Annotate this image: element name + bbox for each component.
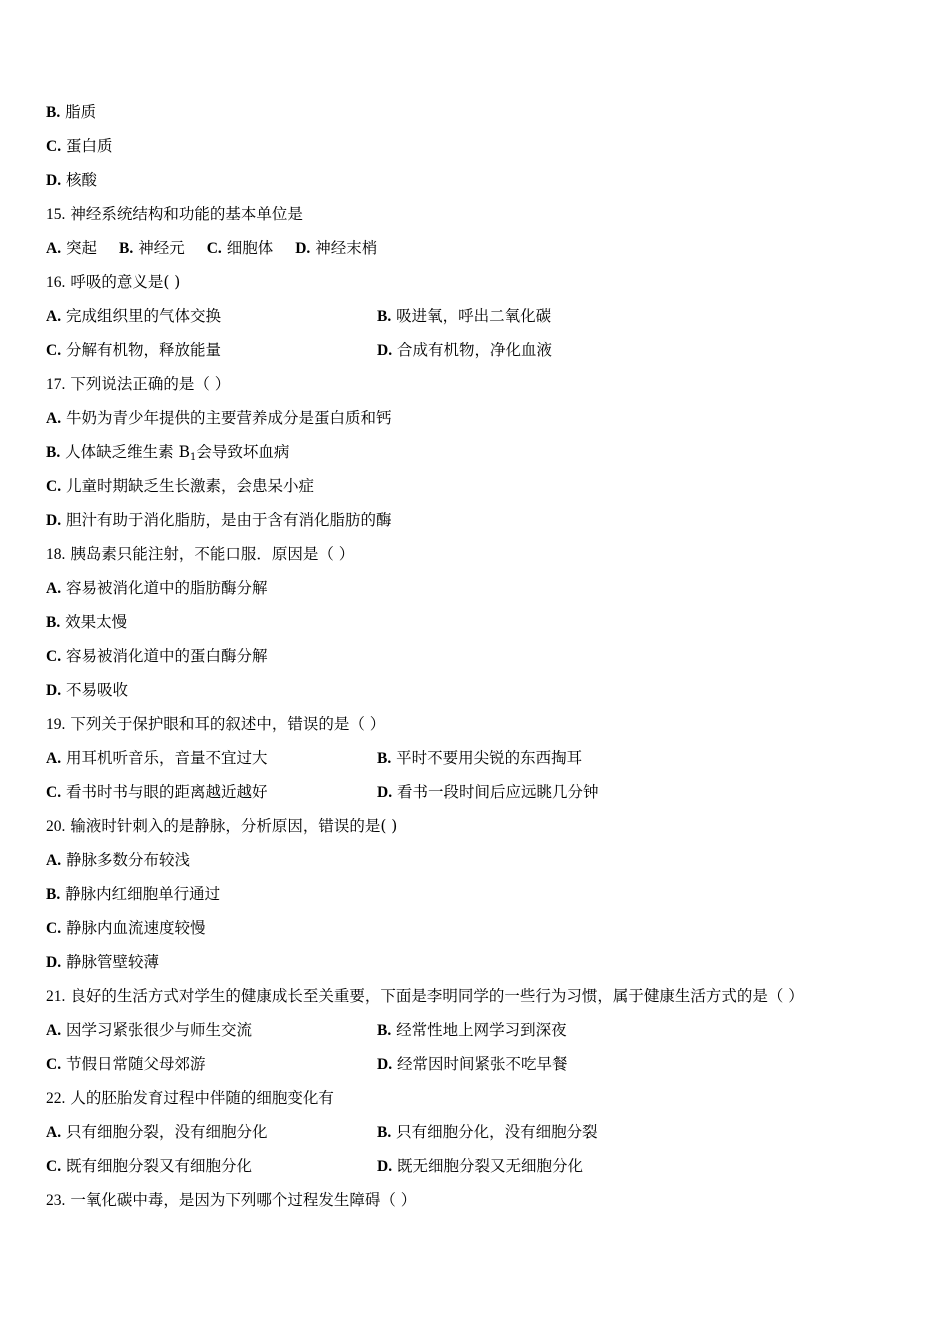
option-text: 分解有机物，释放能量 [66, 341, 222, 359]
question-text: 良好的生活方式对学生的健康成长至关重要，下面是李明同学的一些行为习惯，属于健康生活方式的是（ ） [70, 987, 804, 1005]
question-text: 一氧化碳中毒，是因为下列哪个过程发生障碍（ ） [70, 1191, 417, 1209]
option-text: 神经末梢 [315, 239, 378, 257]
question-stem [46, 367, 906, 401]
answer-option[interactable] [377, 299, 551, 334]
option-label: C. [46, 784, 62, 801]
question-stem [46, 809, 906, 843]
answer-option[interactable] [46, 673, 906, 707]
option-text: 儿童时期缺乏生长激素，会患呆小症 [66, 477, 315, 495]
option-label: D. [295, 240, 311, 257]
option-label: C. [46, 648, 62, 665]
answer-option[interactable] [46, 341, 221, 359]
option-text: 人体缺乏维生素 B [65, 443, 190, 461]
option-text: 静脉内血流速度较慢 [66, 919, 206, 937]
option-row [46, 299, 906, 333]
question-text: 下列关于保护眼和耳的叙述中，错误的是（ ） [70, 715, 386, 733]
answer-option[interactable] [46, 783, 268, 801]
option-text: 神经元 [138, 239, 185, 257]
option-text: 不易吸收 [66, 681, 129, 699]
option-row [46, 333, 906, 367]
question-number: 19. [46, 716, 66, 733]
option-label: D. [46, 172, 62, 189]
option-text: 细胞体 [226, 239, 274, 257]
question-number: 21. [46, 988, 66, 1005]
option-label: C. [46, 1056, 62, 1073]
question-number: 17. [46, 376, 66, 393]
option-label: D. [377, 342, 393, 359]
question-text: 输液时针刺入的是静脉，分析原因，错误的是( ) [70, 817, 398, 835]
option-label: D. [377, 1056, 393, 1073]
option-text: 既无细胞分裂又无细胞分化 [397, 1157, 584, 1175]
option-text: 容易被消化道中的蛋白酶分解 [66, 647, 268, 665]
answer-option[interactable] [46, 163, 906, 197]
option-label: B. [46, 886, 61, 903]
question-number: 20. [46, 818, 66, 835]
question-number: 16. [46, 274, 66, 291]
option-row [46, 741, 906, 775]
option-row [46, 231, 906, 265]
answer-option[interactable] [46, 307, 221, 325]
option-text: 静脉多数分布较浅 [66, 851, 191, 869]
answer-option[interactable] [46, 1157, 252, 1175]
option-label: D. [46, 682, 62, 699]
answer-option[interactable] [46, 911, 906, 945]
question-stem [46, 1183, 906, 1217]
answer-option[interactable] [46, 503, 906, 537]
option-label: A. [46, 852, 62, 869]
answer-option[interactable] [46, 1055, 206, 1073]
answer-option[interactable] [377, 333, 552, 368]
answer-option[interactable] [46, 877, 906, 911]
option-row [46, 1149, 906, 1183]
option-row [46, 1047, 906, 1081]
answer-option[interactable] [377, 1149, 583, 1184]
option-label: B. [46, 104, 61, 121]
option-label: A. [46, 240, 62, 257]
answer-option[interactable] [46, 605, 906, 639]
option-label: D. [377, 1158, 393, 1175]
option-label: A. [46, 1022, 62, 1039]
option-label: D. [46, 512, 62, 529]
answer-option[interactable] [377, 741, 582, 776]
answer-option[interactable] [295, 239, 377, 257]
option-text: 既有细胞分裂又有细胞分化 [66, 1157, 253, 1175]
question-text: 胰岛素只能注射，不能口服．原因是（ ） [70, 545, 355, 563]
question-text: 神经系统结构和功能的基本单位是 [70, 205, 303, 223]
option-text: 因学习紧张很少与师生交流 [66, 1021, 253, 1039]
option-text: 胆汁有助于消化脂肪，是由于含有消化脂肪的酶 [66, 511, 392, 529]
option-text: 合成有机物，净化血液 [397, 341, 553, 359]
answer-option[interactable] [377, 1115, 598, 1150]
option-label: B. [119, 240, 134, 257]
option-row [46, 1013, 906, 1047]
option-text: 静脉内红细胞单行通过 [65, 885, 221, 903]
option-text: 经常因时间紧张不吃早餐 [397, 1055, 568, 1073]
option-label: C. [46, 1158, 62, 1175]
option-text: 容易被消化道中的脂肪酶分解 [66, 579, 268, 597]
answer-option[interactable] [46, 1021, 252, 1039]
option-text: 只有细胞分裂，没有细胞分化 [66, 1123, 268, 1141]
question-number: 22. [46, 1090, 66, 1107]
option-label: A. [46, 410, 62, 427]
question-text: 人的胚胎发育过程中伴随的细胞变化有 [70, 1089, 334, 1107]
option-row [46, 1115, 906, 1149]
answer-option[interactable] [377, 1013, 567, 1048]
option-text: 看书一段时间后应远眺几分钟 [397, 783, 599, 801]
option-text: 平时不要用尖锐的东西掏耳 [396, 749, 583, 767]
option-label: A. [46, 1124, 62, 1141]
question-number: 23. [46, 1192, 66, 1209]
option-text: 静脉管壁较薄 [66, 953, 160, 971]
question-stem [46, 537, 906, 571]
option-text: 吸进氧，呼出二氧化碳 [396, 307, 552, 325]
option-label: B. [46, 614, 61, 631]
option-label: A. [46, 750, 62, 767]
option-label: C. [206, 240, 222, 257]
answer-option[interactable] [46, 749, 268, 767]
question-stem [46, 707, 906, 741]
question-number: 15. [46, 206, 66, 223]
option-label: D. [46, 954, 62, 971]
option-text: 突起 [66, 239, 98, 257]
question-text: 呼吸的意义是( ) [70, 273, 181, 291]
answer-option[interactable] [46, 843, 906, 877]
question-list [46, 95, 906, 1217]
answer-option[interactable] [46, 401, 906, 435]
answer-option[interactable] [46, 239, 97, 257]
answer-option[interactable] [46, 95, 906, 129]
answer-option[interactable] [377, 775, 599, 810]
answer-option[interactable] [207, 239, 274, 257]
option-text: 会导致坏血病 [196, 443, 290, 461]
option-label: C. [46, 138, 62, 155]
option-label: B. [377, 1124, 392, 1141]
option-text: 蛋白质 [66, 137, 113, 155]
question-stem [46, 979, 906, 1013]
option-text: 只有细胞分化，没有细胞分裂 [396, 1123, 598, 1141]
option-text: 看书时书与眼的距离越近越好 [66, 783, 268, 801]
answer-option[interactable] [119, 239, 185, 257]
option-text: 用耳机听音乐，音量不宜过大 [66, 749, 268, 767]
option-label: A. [46, 580, 62, 597]
answer-option[interactable] [46, 129, 906, 163]
option-label: A. [46, 308, 62, 325]
option-text: 核酸 [66, 171, 98, 189]
option-label: C. [46, 342, 62, 359]
option-label: B. [377, 750, 392, 767]
option-text: 脂质 [65, 103, 97, 121]
question-stem [46, 197, 906, 231]
option-text: 完成组织里的气体交换 [66, 307, 222, 325]
option-label: C. [46, 920, 62, 937]
option-text: 节假日常随父母郊游 [66, 1055, 206, 1073]
answer-option[interactable] [46, 1123, 268, 1141]
answer-option[interactable] [46, 435, 906, 469]
question-stem [46, 1081, 906, 1115]
question-number: 18. [46, 546, 66, 563]
option-label: D. [377, 784, 393, 801]
option-text: 牛奶为青少年提供的主要营养成分是蛋白质和钙 [66, 409, 392, 427]
answer-option[interactable] [377, 1047, 568, 1082]
option-label: B. [377, 308, 392, 325]
answer-option[interactable] [46, 639, 906, 673]
subscript: 1 [189, 452, 197, 463]
option-label: C. [46, 478, 62, 495]
option-label: B. [46, 444, 61, 461]
option-label: B. [377, 1022, 392, 1039]
question-text: 下列说法正确的是（ ） [70, 375, 231, 393]
answer-option[interactable] [46, 571, 906, 605]
option-text: 经常性地上网学习到深夜 [396, 1021, 567, 1039]
option-text: 效果太慢 [65, 613, 128, 631]
question-stem [46, 265, 906, 299]
option-row [46, 775, 906, 809]
answer-option[interactable] [46, 945, 906, 979]
answer-option[interactable] [46, 469, 906, 503]
